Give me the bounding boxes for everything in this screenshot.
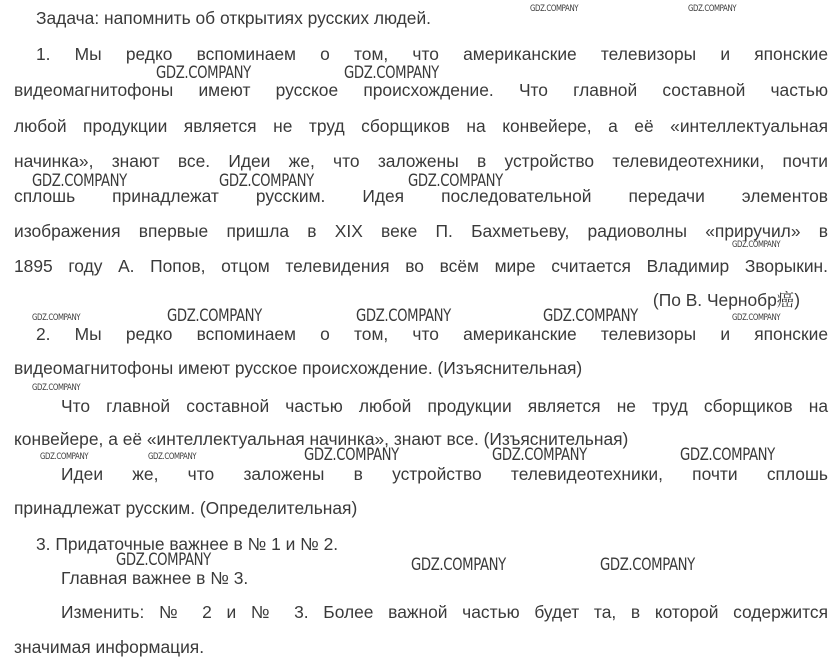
watermark: GDZ.COMPANY xyxy=(530,4,579,14)
source-attribution: (По В. Чернобр癌) xyxy=(652,290,800,310)
part2-line: 2. Мы редко вспоминаем о том, что американские телевизоры и японские xyxy=(36,324,828,344)
part1-line: начинка», знают все. Идеи же, что заложены в устройство телевидеотехники, почти xyxy=(14,151,828,171)
watermark: GDZ.COMPANY xyxy=(219,171,314,191)
part2-line: Идеи же, что заложены в устройство телевидеотехники, почти сплошь xyxy=(61,464,828,484)
part2-line: Что главной составной частью любой продукции является не труд сборщиков на xyxy=(61,396,828,416)
part1-line: любой продукции является не труд сборщиков на конвейере, а её «интеллектуальная xyxy=(14,116,828,136)
watermark: GDZ.COMPANY xyxy=(408,171,503,191)
watermark: GDZ.COMPANY xyxy=(116,550,211,570)
watermark: GDZ.COMPANY xyxy=(167,306,262,326)
part1-line: сплошь принадлежат русским. Идея последовательной передачи элементов xyxy=(14,186,828,206)
part3-line: Изменить: № 2 и № 3. Более важной частью будет та, в которой содержится xyxy=(61,602,828,622)
watermark: GDZ.COMPANY xyxy=(732,240,781,250)
watermark: GDZ.COMPANY xyxy=(492,445,587,465)
watermark: GDZ.COMPANY xyxy=(40,452,89,462)
watermark: GDZ.COMPANY xyxy=(344,63,439,83)
part2-line: видеомагнитофоны имеют русское происхождение. (Изъяснительная) xyxy=(14,358,583,378)
watermark: GDZ.COMPANY xyxy=(543,306,638,326)
watermark: GDZ.COMPANY xyxy=(156,63,251,83)
part3-line: 3. Придаточные важнее в № 1 и № 2. xyxy=(36,534,339,554)
task-heading: Задача: напомнить об открытиях русских людей. xyxy=(36,8,432,28)
part2-line: принадлежат русским. (Определительная) xyxy=(14,498,358,518)
watermark: GDZ.COMPANY xyxy=(688,4,737,14)
watermark: GDZ.COMPANY xyxy=(600,555,695,575)
watermark: GDZ.COMPANY xyxy=(32,171,127,191)
part1-line: изображения впервые пришла в XIX веке П. Бахметьеву, радиоволны «приручил» в xyxy=(14,221,828,241)
watermark: GDZ.COMPANY xyxy=(32,313,81,323)
part2-line: конвейере, а её «интеллектуальная начинка», знают все. (Изъяснительная) xyxy=(14,429,629,449)
part1-line: 1. Мы редко вспоминаем о том, что американские телевизоры и японские xyxy=(36,44,828,64)
part1-line: 1895 году А. Попов, отцом телевидения во всём мире считается Владимир Зворыкин. xyxy=(14,256,828,276)
watermark: GDZ.COMPANY xyxy=(32,383,81,393)
watermark: GDZ.COMPANY xyxy=(411,555,506,575)
part3-line: значимая информация. xyxy=(14,637,205,657)
watermark: GDZ.COMPANY xyxy=(680,445,775,465)
watermark: GDZ.COMPANY xyxy=(732,313,781,323)
part1-line: видеомагнитофоны имеют русское происхождение. Что главной составной частью xyxy=(14,80,828,100)
part3-line: Главная важнее в № 3. xyxy=(61,568,249,588)
watermark: GDZ.COMPANY xyxy=(304,445,399,465)
watermark: GDZ.COMPANY xyxy=(148,452,197,462)
watermark: GDZ.COMPANY xyxy=(356,306,451,326)
